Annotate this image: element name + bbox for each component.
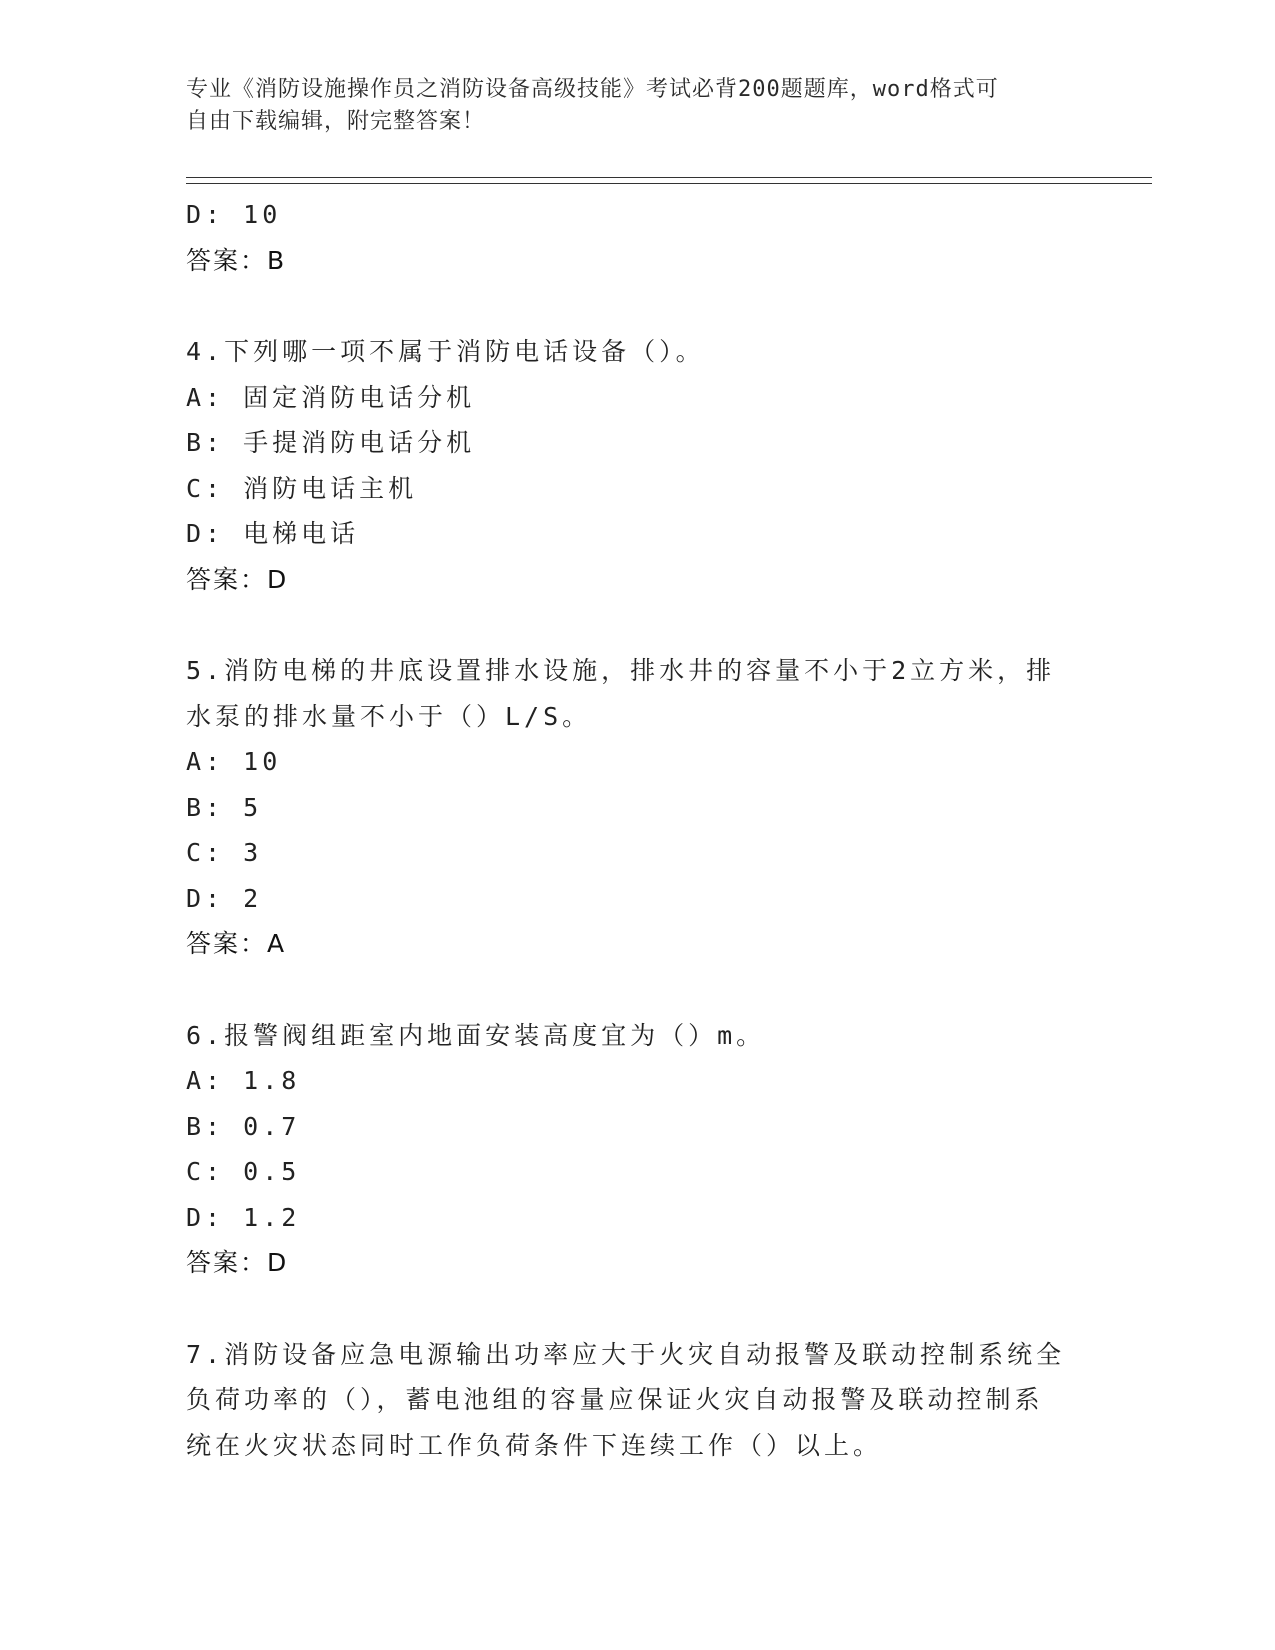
- spacer: [186, 283, 1066, 329]
- q7-stem-line-3: 统在火灾状态同时工作负荷条件下连续工作（）以上。: [186, 1430, 883, 1460]
- q7-stem-line-1: 7.消防设备应急电源输出功率应大于火灾自动报警及联动控制系统全: [186, 1339, 1066, 1369]
- q6-option-c: C: 0.5: [186, 1157, 301, 1186]
- q5-option-c: C: 3: [186, 838, 263, 867]
- prev-answer: 答案：B: [186, 245, 287, 275]
- q7-stem-line-2: 负荷功率的（），蓄电池组的容量应保证火灾自动报警及联动控制系: [186, 1385, 1044, 1414]
- q5-option-a: A: 10: [186, 747, 282, 776]
- spacer: [186, 602, 1066, 648]
- q4-option-d: D: 电梯电话: [186, 519, 360, 548]
- q5-option-d: D: 2: [186, 883, 263, 913]
- q4-option-b: B: 手提消防电话分机: [186, 428, 476, 457]
- q5-answer: 答案：A: [186, 929, 287, 958]
- header-rule-bottom: [186, 183, 1152, 184]
- header-line-2: 自由下载编辑，附完整答案！: [186, 109, 486, 134]
- q4-stem: 4.下列哪一项不属于消防电话设备（）。: [186, 337, 705, 366]
- q5-stem-line-2: 水泵的排水量不小于（）L/S。: [186, 701, 592, 731]
- spacer: [186, 967, 1066, 1013]
- q4-answer: 答案：D: [186, 564, 289, 594]
- q5-stem-line-1: 5.消防电梯的井底设置排水设施，排水井的容量不小于2立方米，排: [186, 656, 1056, 685]
- header-rule-top: [186, 177, 1152, 178]
- q6-option-a: A: 1.8: [186, 1066, 301, 1095]
- question-list: [186, 192, 1066, 1468]
- q6-answer: 答案：D: [186, 1248, 289, 1277]
- q5-option-b: B: 5: [186, 792, 263, 822]
- document-header: [186, 74, 1066, 138]
- q6-option-b: B: 0.7: [186, 1111, 301, 1141]
- spacer: [186, 1286, 1066, 1332]
- q4-option-c: C: 消防电话主机: [186, 473, 418, 503]
- prev-option-d: D: 10: [186, 200, 282, 229]
- q4-option-a: A: 固定消防电话分机: [186, 382, 476, 412]
- header-line-1: 专业《消防设施操作员之消防设备高级技能》考试必背200题题库，word格式可: [186, 77, 999, 102]
- q6-option-d: D: 1.2: [186, 1202, 301, 1232]
- q6-stem: 6.报警阀组距室内地面安装高度宜为（）m。: [186, 1020, 766, 1050]
